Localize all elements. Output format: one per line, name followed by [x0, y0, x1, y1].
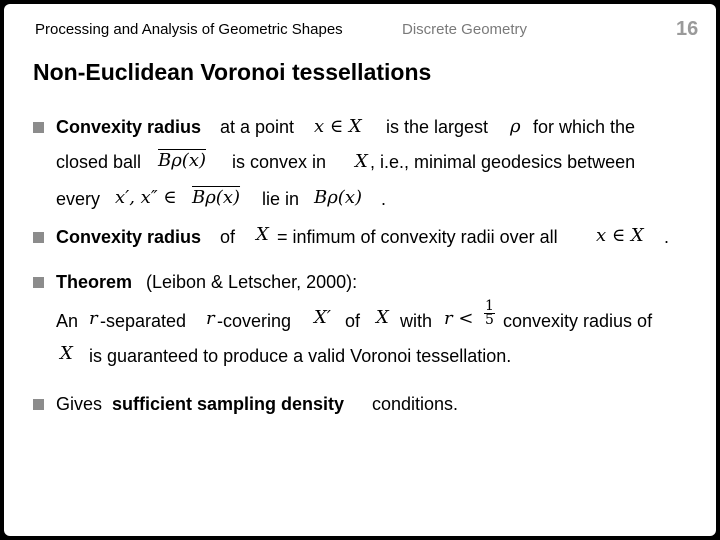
- text: at a point: [220, 117, 295, 137]
- text: closed ball: [56, 152, 142, 172]
- text: is the largest: [386, 117, 489, 137]
- fraction-numerator: 1: [485, 298, 494, 314]
- math-x-in-X: x ∈ X: [314, 116, 362, 137]
- text: An: [56, 311, 79, 331]
- math-x-in-X: x ∈ X: [596, 225, 644, 246]
- text: , i.e., minimal geodesics between: [370, 152, 636, 172]
- math-fraction: [484, 300, 495, 327]
- text: -separated: [100, 311, 187, 331]
- term-convexity-radius: Convexity radius: [56, 117, 202, 137]
- term-sufficient-sampling-density: sufficient sampling density: [112, 394, 345, 414]
- math-X: X: [355, 151, 368, 172]
- bullet-marker: [33, 277, 44, 288]
- text: .: [381, 189, 387, 209]
- math-r: r: [206, 308, 215, 329]
- term-theorem: Theorem: [56, 272, 133, 292]
- math-rho: ρ: [510, 116, 521, 137]
- bullet-marker: [33, 232, 44, 243]
- text: lie in: [262, 189, 300, 209]
- text: of: [220, 227, 236, 247]
- course-title: Processing and Analysis of Geometric Shapes: [35, 21, 343, 38]
- topic-label: Discrete Geometry: [402, 21, 528, 38]
- text: (Leibon & Letscher, 2000):: [146, 272, 358, 292]
- page-number: 16: [676, 18, 699, 40]
- slide-title: Non-Euclidean Voronoi tessellations: [33, 59, 432, 85]
- math-X: X: [256, 224, 269, 245]
- text: convexity radius of: [503, 311, 653, 331]
- text: is convex in: [232, 152, 327, 172]
- math-closed-ball: Bρ(x): [192, 187, 241, 208]
- text: Gives: [56, 394, 103, 414]
- math-closed-ball: Bρ(x): [158, 150, 207, 171]
- text: = infimum of convexity radii over all: [277, 227, 558, 247]
- math-X-prime: X′: [314, 307, 331, 328]
- math-ball: Bρ(x): [314, 187, 363, 208]
- text: for which the: [533, 117, 636, 137]
- math-r-less-than: r <: [444, 308, 474, 329]
- math-X: X: [60, 343, 73, 364]
- bullet-marker: [33, 122, 44, 133]
- bullet-marker: [33, 399, 44, 410]
- text: conditions.: [372, 394, 459, 414]
- math-point-pair: x′, x″ ∈: [115, 187, 177, 208]
- text: every: [56, 189, 101, 209]
- math-X: X: [376, 307, 389, 328]
- text: -covering: [217, 311, 292, 331]
- text: is guaranteed to produce a valid Voronoi tessellation.: [89, 346, 512, 366]
- text: .: [664, 227, 670, 247]
- math-r: r: [89, 308, 98, 329]
- text: with: [400, 311, 433, 331]
- fraction-denominator: 5: [485, 312, 494, 328]
- text: of: [345, 311, 361, 331]
- term-convexity-radius: Convexity radius: [56, 227, 202, 247]
